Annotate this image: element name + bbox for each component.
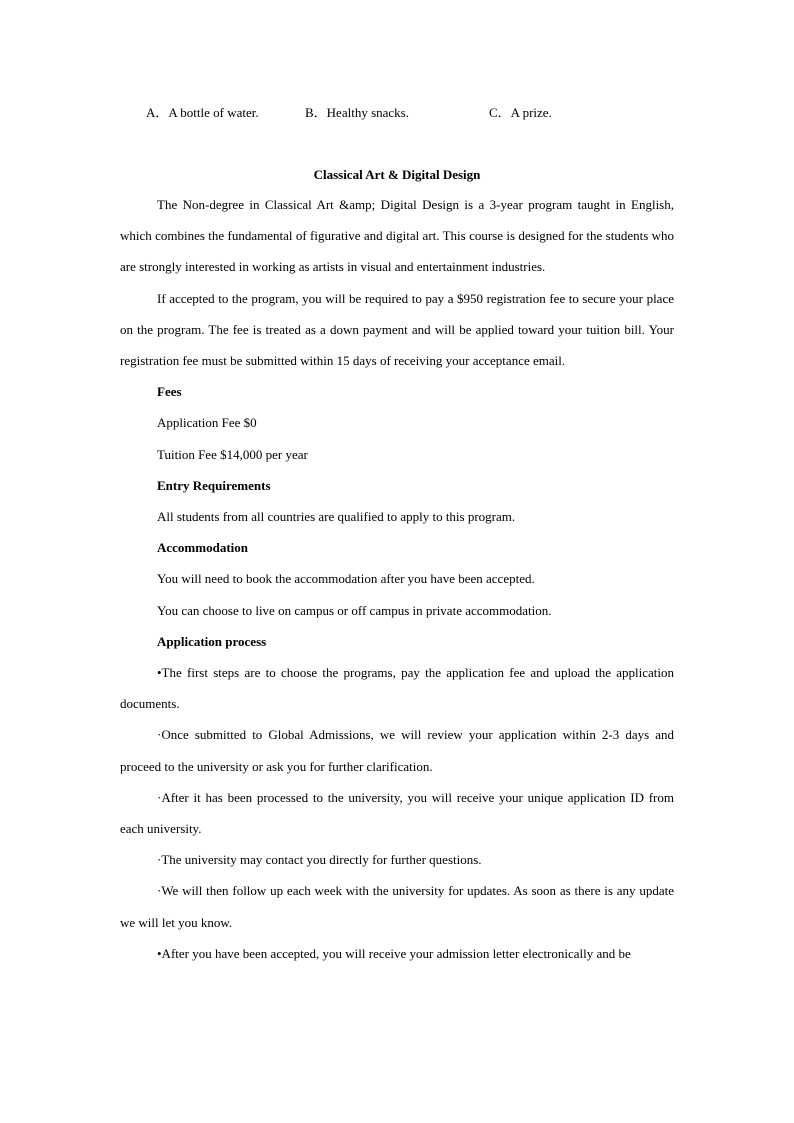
process-step-1: •The first steps are to choose the programs, pay the application fee and upload the application documents. xyxy=(120,665,674,712)
process-step-4: ·The university may contact you directly for further questions. xyxy=(157,852,482,868)
entry-requirements-text: All students from all countries are qualified to apply to this program. xyxy=(157,509,516,525)
accommodation-heading: Accommodation xyxy=(157,540,248,556)
intro-paragraph: The Non-degree in Classical Art &amp; Digital Design is a 3-year program taught in English, which combines the fundamental of figurative and digital art. This course is designed for the students who are strongly interested in working as artists in visual and entertainment industries. xyxy=(120,197,674,275)
accommodation-line-1: You will need to book the accommodation after you have been accepted. xyxy=(157,571,535,587)
process-step-5: ·We will then follow up each week with the university for updates. As soon as there is any update we will let you know. xyxy=(120,883,674,930)
document-body xyxy=(120,189,674,969)
application-process-heading: Application process xyxy=(157,633,267,649)
option-c: C．A prize. xyxy=(489,105,552,120)
entry-requirements-heading: Entry Requirements xyxy=(157,477,271,493)
process-step-2: ·Once submitted to Global Admissions, we will review your application within 2-3 days and proceed to the university or ask you for further clarification. xyxy=(120,727,674,774)
page-title: Classical Art & Digital Design xyxy=(313,167,481,182)
fees-heading: Fees xyxy=(157,384,182,400)
answer-options xyxy=(146,104,666,122)
option-a: A．A bottle of water. xyxy=(146,105,259,120)
registration-fee-paragraph: If accepted to the program, you will be required to pay a $950 registration fee to secure your place on the program. The fee is treated as a down payment and will be applied toward your tuition bill. Your registration fee must be submitted within 15 days of receiving your acceptance email. xyxy=(120,290,674,369)
process-step-6: •After you have been accepted, you will receive your admission letter electronically and be xyxy=(157,945,631,961)
process-step-3: ·After it has been processed to the university, you will receive your unique application ID from each university. xyxy=(120,789,674,837)
option-b: B．Healthy snacks. xyxy=(305,105,409,120)
accommodation-line-2: You can choose to live on campus or off campus in private accommodation. xyxy=(157,602,552,618)
tuition-fee-line: Tuition Fee $14,000 per year xyxy=(157,446,308,462)
application-fee-line: Application Fee $0 xyxy=(157,415,257,431)
